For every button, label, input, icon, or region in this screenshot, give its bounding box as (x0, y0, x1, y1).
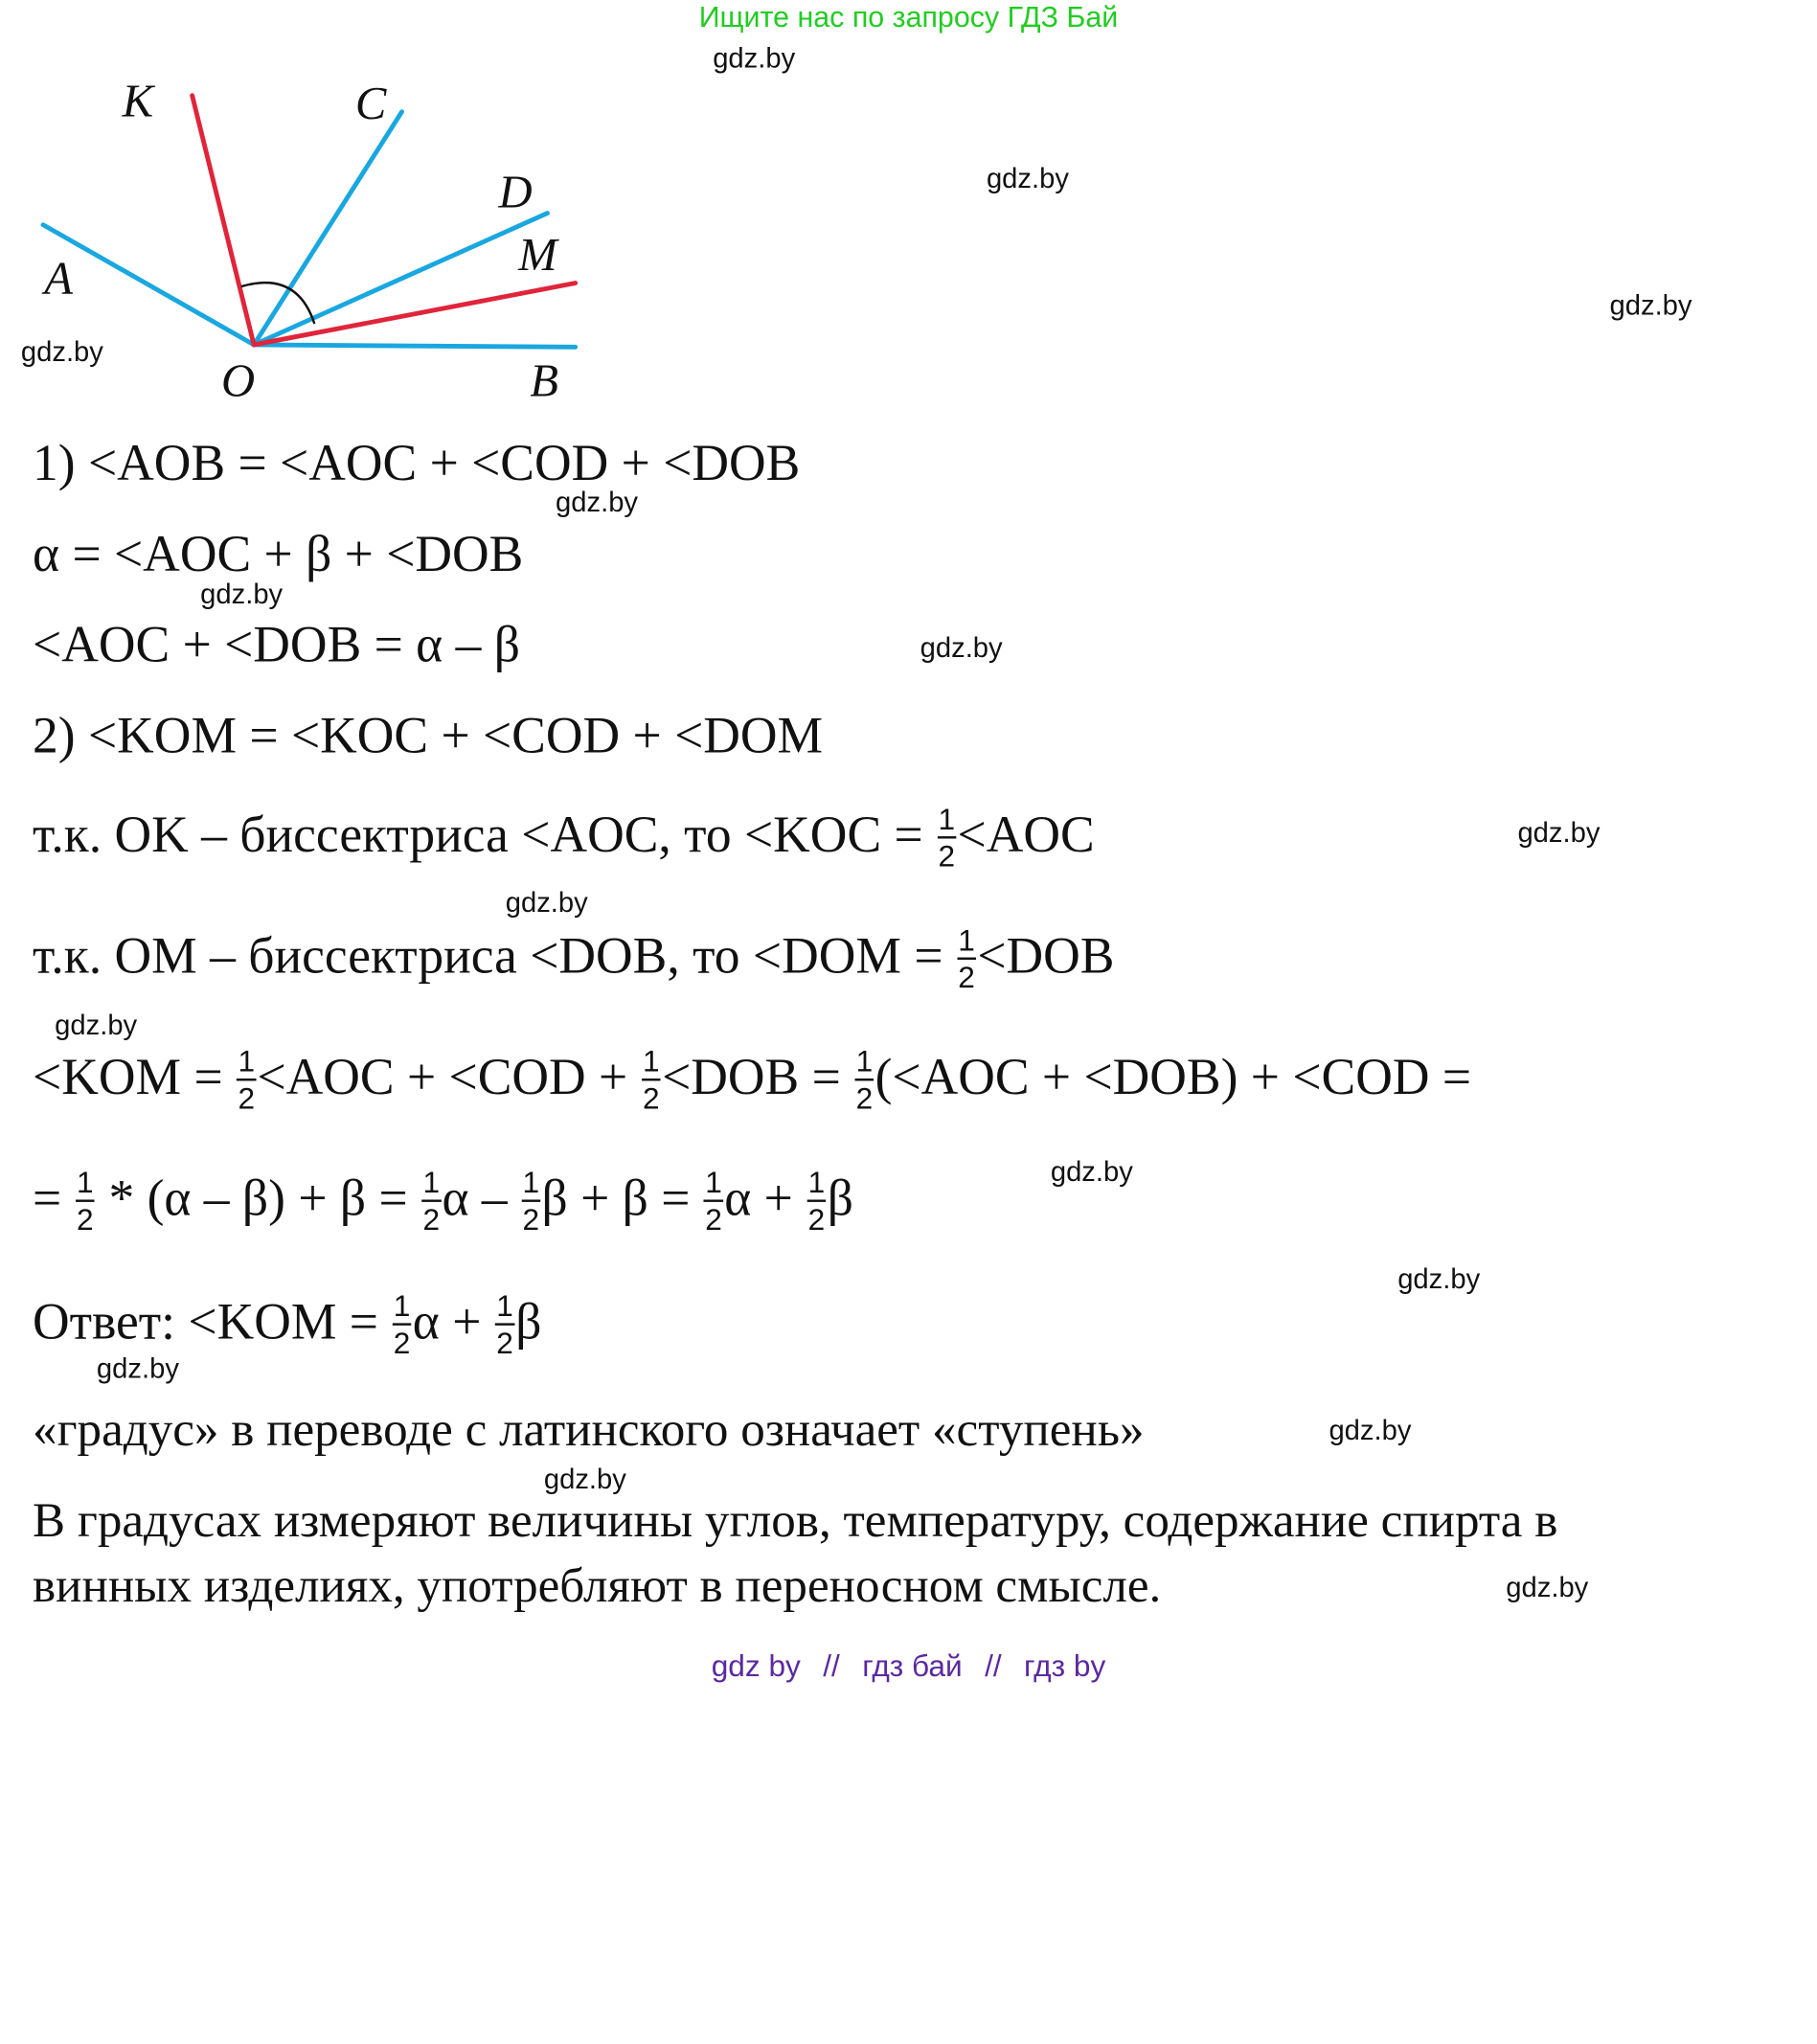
label-a: A (44, 252, 73, 305)
fraction-numerator: 1 (237, 1044, 256, 1081)
watermark: gdz.by (505, 887, 588, 920)
figure-bisectors (193, 96, 576, 345)
text-segment: <KOM = (33, 1048, 237, 1106)
ray-oa (43, 225, 254, 345)
fraction-denominator: 2 (496, 1325, 513, 1361)
fraction-half (421, 1165, 441, 1237)
text-segment: β (827, 1169, 853, 1227)
fraction-half (937, 802, 956, 874)
fraction-denominator: 2 (958, 959, 975, 995)
fraction-half (495, 1288, 514, 1360)
fraction-numerator: 1 (393, 1288, 412, 1326)
step1-line3: <AOC + <DOB = α – β (33, 616, 520, 673)
fraction-denominator: 2 (938, 838, 956, 874)
note-line2: В градусах измеряют величины углов, температуру, содержание спирта в (33, 1494, 1558, 1549)
watermark: gdz.by (1609, 289, 1692, 322)
label-k: K (122, 75, 154, 127)
answer-line (33, 1287, 542, 1362)
label-d: D (498, 166, 533, 218)
fraction-numerator: 1 (937, 802, 956, 839)
fraction-denominator: 2 (77, 1201, 94, 1238)
step1-line1: 1) <AOB = <AOC + <COD + <DOB (33, 434, 801, 492)
text-segment: = (33, 1169, 75, 1227)
fraction-numerator: 1 (854, 1044, 874, 1081)
footer-separator: // (823, 1647, 840, 1684)
ray-ok (193, 96, 254, 345)
watermark: gdz.by (96, 1352, 179, 1385)
text-segment: α + (412, 1292, 494, 1351)
step2-line5 (33, 1167, 853, 1238)
fraction-numerator: 1 (421, 1165, 441, 1202)
text-segment: α – (442, 1169, 521, 1227)
step2-line2 (33, 801, 1095, 875)
fraction-denominator: 2 (522, 1201, 540, 1238)
watermark: gdz.by (986, 163, 1069, 195)
fraction-half (704, 1165, 723, 1237)
fraction-denominator: 2 (855, 1080, 874, 1116)
fraction-denominator: 2 (705, 1201, 722, 1238)
text-segment: α + (724, 1169, 806, 1227)
fraction-numerator: 1 (76, 1165, 95, 1202)
watermark: gdz.by (20, 336, 103, 369)
text-segment: * (α – β) + β = (96, 1169, 421, 1227)
fraction-numerator: 1 (495, 1288, 514, 1326)
text-segment: <DOB = (662, 1048, 854, 1106)
fraction-half (642, 1044, 661, 1116)
text-segment: т.к. OM – биссектриса <DOB, то <DOM = (33, 927, 956, 985)
fraction-denominator: 2 (643, 1080, 660, 1116)
text-segment: β (515, 1292, 542, 1351)
text-segment: т.к. OK – биссектриса <AOC, то <KOC = (33, 806, 937, 864)
text-segment: <DOB (977, 927, 1115, 985)
watermark: gdz.by (1329, 1415, 1412, 1447)
fraction-half (957, 922, 976, 994)
note-line3: винных изделиях, употребляют в переносном смысле. (33, 1559, 1162, 1614)
watermark: gdz.by (1506, 1572, 1589, 1604)
fraction-half (521, 1165, 540, 1237)
watermark: gdz.by (200, 579, 284, 611)
ray-ob (254, 345, 576, 347)
fraction-denominator: 2 (393, 1325, 411, 1361)
watermark: gdz.by (1517, 817, 1601, 850)
fraction-numerator: 1 (704, 1165, 723, 1202)
note-line1: «градус» в переводе с латинского означает «ступень» (33, 1403, 1145, 1458)
fraction-numerator: 1 (957, 922, 976, 960)
fraction-half (806, 1165, 826, 1237)
step2-line4 (33, 1043, 1472, 1118)
footer-separator: // (985, 1647, 1002, 1684)
footer-link-gdz-by[interactable]: gdz by (711, 1647, 801, 1684)
fraction-denominator: 2 (807, 1201, 826, 1238)
watermark: gdz.by (55, 1010, 138, 1042)
text-segment: <AOC + <COD + (257, 1048, 641, 1106)
footer-links (0, 1648, 1817, 1685)
label-c: C (354, 78, 387, 130)
search-hint: Ищите нас по запросу ГДЗ Бай (698, 1, 1119, 34)
fraction-half (393, 1288, 412, 1360)
step1-line2: α = <AOC + β + <DOB (33, 525, 524, 582)
watermark: gdz.by (920, 632, 1003, 665)
label-o: O (221, 354, 256, 407)
ray-om (254, 283, 576, 344)
fraction-denominator: 2 (422, 1201, 441, 1238)
fraction-half (854, 1044, 874, 1116)
watermark: gdz.by (1050, 1156, 1133, 1189)
fraction-numerator: 1 (642, 1044, 661, 1081)
step2-line3 (33, 922, 1115, 997)
text-segment: Ответ: <KOM = (33, 1292, 392, 1351)
fraction-numerator: 1 (521, 1165, 540, 1202)
label-b: B (530, 354, 558, 407)
text-segment: (<AOC + <DOB) + <COD = (874, 1048, 1472, 1106)
label-m: M (518, 229, 557, 282)
watermark: gdz.by (543, 1464, 626, 1496)
footer-link-gdz-by-ru[interactable]: гдз by (1024, 1647, 1106, 1684)
fraction-half (76, 1165, 95, 1237)
fraction-numerator: 1 (806, 1165, 826, 1202)
fraction-denominator: 2 (238, 1080, 256, 1116)
watermark: gdz.by (1397, 1263, 1481, 1296)
watermark: gdz.by (556, 487, 639, 519)
text-segment: <AOC (957, 806, 1095, 864)
text-segment: β + β = (541, 1169, 703, 1227)
fraction-half (237, 1044, 256, 1116)
footer-link-gdz-bai[interactable]: гдз бай (862, 1647, 963, 1684)
watermark: gdz.by (713, 42, 796, 75)
step2-line1: 2) <KOM = <KOC + <COD + <DOM (33, 707, 824, 764)
